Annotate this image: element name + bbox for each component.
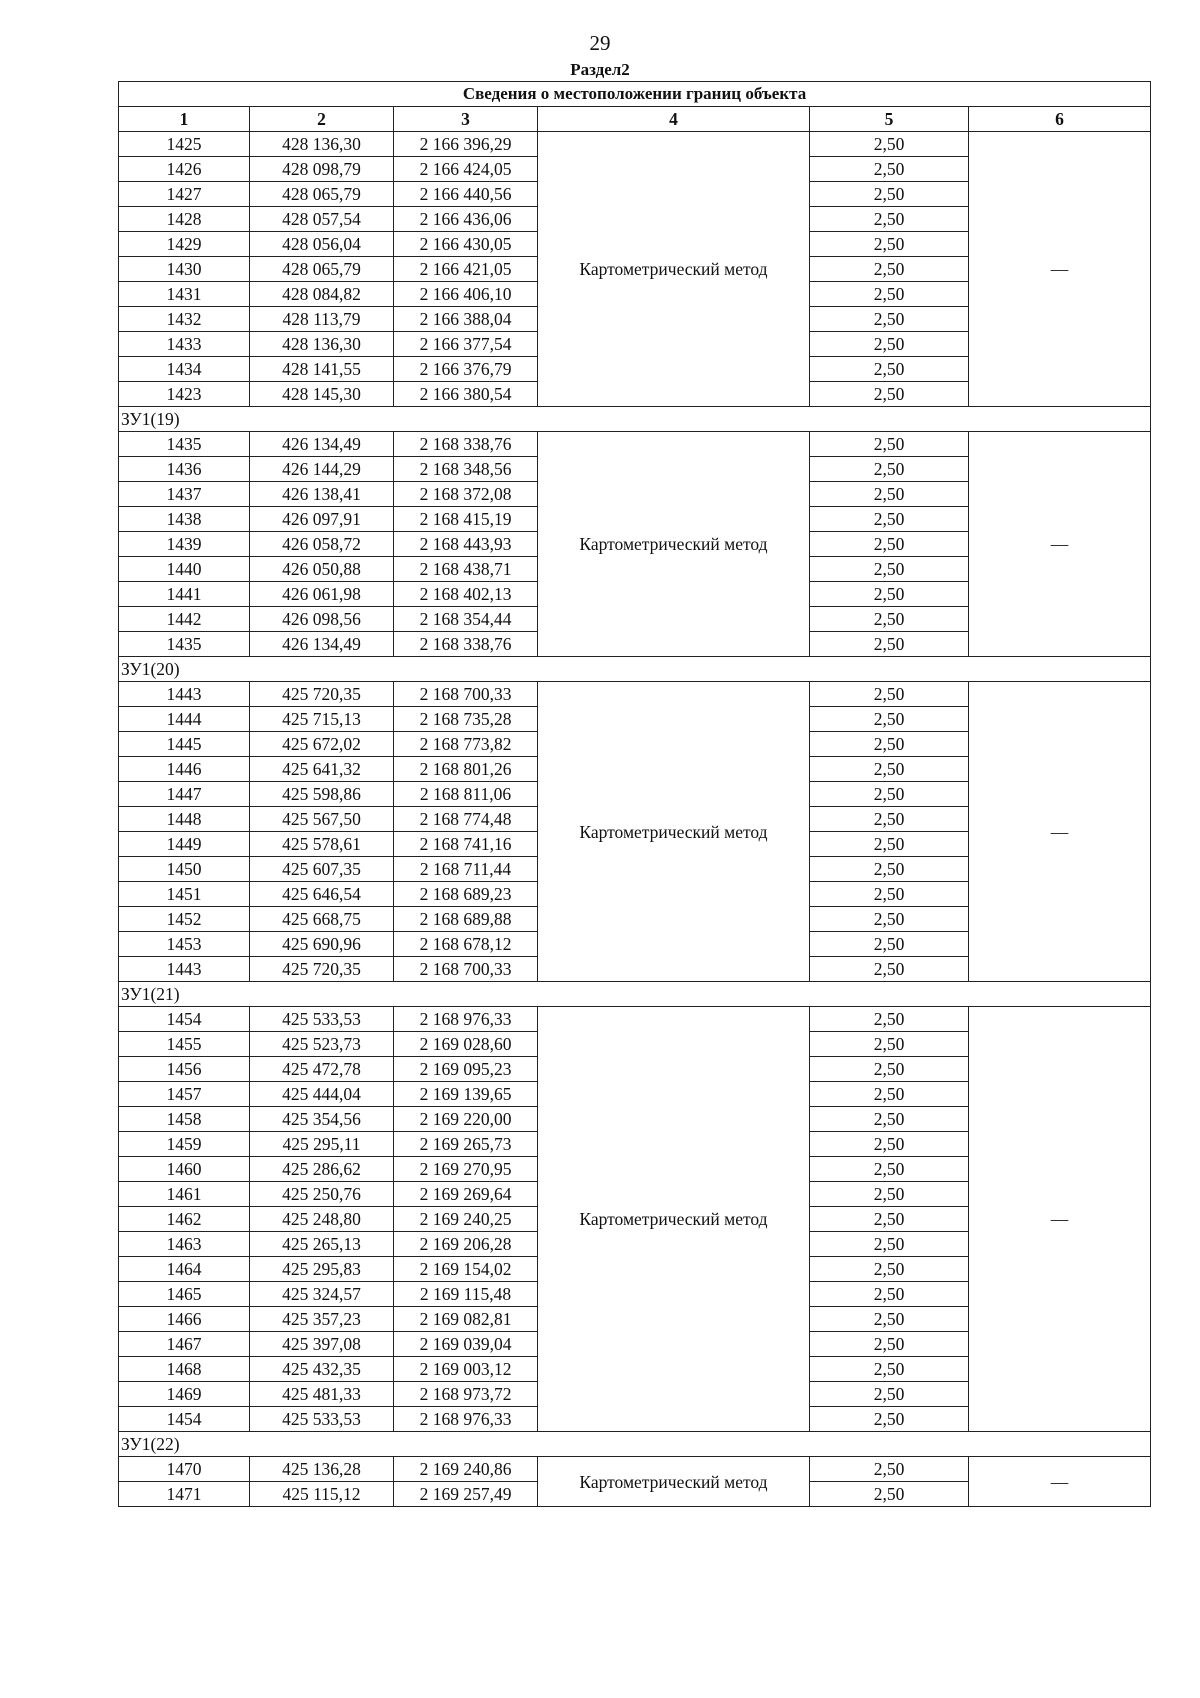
- point-number: 1465: [119, 1282, 250, 1307]
- accuracy-value: 2,50: [810, 782, 969, 807]
- point-number: 1447: [119, 782, 250, 807]
- coordinate-y: 2 168 348,56: [394, 457, 538, 482]
- coordinate-y: 2 168 700,33: [394, 682, 538, 707]
- coordinate-y: 2 169 270,95: [394, 1157, 538, 1182]
- point-number: 1458: [119, 1107, 250, 1132]
- coordinate-y: 2 169 028,60: [394, 1032, 538, 1057]
- coordinate-y: 2 168 338,76: [394, 432, 538, 457]
- coordinate-x: 425 720,35: [250, 957, 394, 982]
- table-title: Сведения о местоположении границ объекта: [119, 82, 1151, 107]
- accuracy-value: 2,50: [810, 282, 969, 307]
- coordinate-y: 2 166 380,54: [394, 382, 538, 407]
- coordinate-x: 426 098,56: [250, 607, 394, 632]
- point-number: 1460: [119, 1157, 250, 1182]
- coordinate-x: 426 097,91: [250, 507, 394, 532]
- group-label: ЗУ1(22): [119, 1432, 1151, 1457]
- coordinate-x: 426 050,88: [250, 557, 394, 582]
- section-title: Раздел2: [570, 60, 630, 79]
- coordinate-x: 425 641,32: [250, 757, 394, 782]
- point-number: 1442: [119, 607, 250, 632]
- point-number: 1427: [119, 182, 250, 207]
- point-number: 1441: [119, 582, 250, 607]
- coordinate-x: 428 084,82: [250, 282, 394, 307]
- point-number: 1466: [119, 1307, 250, 1332]
- coordinate-y: 2 168 773,82: [394, 732, 538, 757]
- point-number: 1454: [119, 1007, 250, 1032]
- point-number: 1438: [119, 507, 250, 532]
- coordinate-y: 2 169 206,28: [394, 1232, 538, 1257]
- accuracy-value: 2,50: [810, 1132, 969, 1157]
- point-number: 1459: [119, 1132, 250, 1157]
- point-number: 1467: [119, 1332, 250, 1357]
- coordinate-y: 2 166 424,05: [394, 157, 538, 182]
- column-header: 6: [969, 107, 1151, 132]
- coordinate-x: 428 141,55: [250, 357, 394, 382]
- column-header-row: [119, 107, 1151, 132]
- group-label: ЗУ1(21): [119, 982, 1151, 1007]
- coordinate-x: 425 598,86: [250, 782, 394, 807]
- coordinate-y: 2 169 220,00: [394, 1107, 538, 1132]
- point-number: 1425: [119, 132, 250, 157]
- accuracy-value: 2,50: [810, 182, 969, 207]
- accuracy-value: 2,50: [810, 1032, 969, 1057]
- accuracy-value: 2,50: [810, 1082, 969, 1107]
- boundary-coordinates-table: [118, 81, 1151, 1507]
- column-6-cell: —: [969, 432, 1151, 657]
- accuracy-value: 2,50: [810, 207, 969, 232]
- column-6-cell: —: [969, 132, 1151, 407]
- coordinate-x: 428 065,79: [250, 257, 394, 282]
- group-label-row: [119, 407, 1151, 432]
- coordinate-x: 428 136,30: [250, 332, 394, 357]
- coordinate-y: 2 168 689,88: [394, 907, 538, 932]
- accuracy-value: 2,50: [810, 757, 969, 782]
- coordinate-x: 425 668,75: [250, 907, 394, 932]
- accuracy-value: 2,50: [810, 1182, 969, 1207]
- coordinate-y: 2 168 741,16: [394, 832, 538, 857]
- accuracy-value: 2,50: [810, 732, 969, 757]
- coordinate-x: 425 286,62: [250, 1157, 394, 1182]
- coordinate-x: 428 113,79: [250, 307, 394, 332]
- coordinate-x: 425 354,56: [250, 1107, 394, 1132]
- coordinate-y: 2 168 402,13: [394, 582, 538, 607]
- method-cell: Картометрический метод: [538, 432, 810, 657]
- group-label-row: [119, 657, 1151, 682]
- point-number: 1446: [119, 757, 250, 782]
- coordinate-x: 425 672,02: [250, 732, 394, 757]
- point-number: 1437: [119, 482, 250, 507]
- point-number: 1470: [119, 1457, 250, 1482]
- accuracy-value: 2,50: [810, 882, 969, 907]
- coordinate-y: 2 169 240,25: [394, 1207, 538, 1232]
- column-header: 1: [119, 107, 250, 132]
- accuracy-value: 2,50: [810, 1232, 969, 1257]
- column-6-cell: —: [969, 682, 1151, 982]
- accuracy-value: 2,50: [810, 257, 969, 282]
- coordinate-x: 425 250,76: [250, 1182, 394, 1207]
- point-number: 1469: [119, 1382, 250, 1407]
- coordinate-y: 2 166 376,79: [394, 357, 538, 382]
- point-number: 1430: [119, 257, 250, 282]
- accuracy-value: 2,50: [810, 507, 969, 532]
- coordinate-x: 425 567,50: [250, 807, 394, 832]
- point-number: 1455: [119, 1032, 250, 1057]
- group-label-row: [119, 982, 1151, 1007]
- coordinate-y: 2 169 257,49: [394, 1482, 538, 1507]
- accuracy-value: 2,50: [810, 1332, 969, 1357]
- accuracy-value: 2,50: [810, 1407, 969, 1432]
- table-row: [119, 132, 1151, 157]
- coordinate-x: 425 578,61: [250, 832, 394, 857]
- accuracy-value: 2,50: [810, 232, 969, 257]
- accuracy-value: 2,50: [810, 1382, 969, 1407]
- point-number: 1435: [119, 432, 250, 457]
- group-label-row: [119, 1432, 1151, 1457]
- accuracy-value: 2,50: [810, 1307, 969, 1332]
- coordinate-y: 2 166 421,05: [394, 257, 538, 282]
- page-number: 29: [589, 31, 611, 55]
- accuracy-value: 2,50: [810, 332, 969, 357]
- coordinate-x: 425 523,73: [250, 1032, 394, 1057]
- coordinate-y: 2 169 269,64: [394, 1182, 538, 1207]
- method-cell: Картометрический метод: [538, 1007, 810, 1432]
- accuracy-value: 2,50: [810, 482, 969, 507]
- column-header: 2: [250, 107, 394, 132]
- accuracy-value: 2,50: [810, 607, 969, 632]
- group-label: ЗУ1(19): [119, 407, 1151, 432]
- method-cell: Картометрический метод: [538, 1457, 810, 1507]
- coordinate-x: 426 144,29: [250, 457, 394, 482]
- coordinate-x: 425 715,13: [250, 707, 394, 732]
- accuracy-value: 2,50: [810, 857, 969, 882]
- coordinate-x: 428 057,54: [250, 207, 394, 232]
- column-header: 5: [810, 107, 969, 132]
- table-title-row: [119, 82, 1151, 107]
- point-number: 1463: [119, 1232, 250, 1257]
- coordinate-x: 425 136,28: [250, 1457, 394, 1482]
- coordinate-x: 425 481,33: [250, 1382, 394, 1407]
- coordinate-x: 428 065,79: [250, 182, 394, 207]
- coordinate-y: 2 166 436,06: [394, 207, 538, 232]
- point-number: 1439: [119, 532, 250, 557]
- coordinate-x: 425 295,83: [250, 1257, 394, 1282]
- coordinate-y: 2 169 115,48: [394, 1282, 538, 1307]
- point-number: 1461: [119, 1182, 250, 1207]
- accuracy-value: 2,50: [810, 682, 969, 707]
- coordinate-y: 2 166 440,56: [394, 182, 538, 207]
- coordinate-x: 425 248,80: [250, 1207, 394, 1232]
- table-container: [118, 81, 1150, 1507]
- method-cell: Картометрический метод: [538, 682, 810, 982]
- point-number: 1448: [119, 807, 250, 832]
- point-number: 1454: [119, 1407, 250, 1432]
- coordinate-x: 425 115,12: [250, 1482, 394, 1507]
- accuracy-value: 2,50: [810, 707, 969, 732]
- coordinate-y: 2 169 039,04: [394, 1332, 538, 1357]
- coordinate-y: 2 169 265,73: [394, 1132, 538, 1157]
- coordinate-x: 426 138,41: [250, 482, 394, 507]
- coordinate-x: 426 061,98: [250, 582, 394, 607]
- coordinate-y: 2 168 973,72: [394, 1382, 538, 1407]
- coordinate-x: 428 145,30: [250, 382, 394, 407]
- coordinate-y: 2 169 003,12: [394, 1357, 538, 1382]
- accuracy-value: 2,50: [810, 457, 969, 482]
- coordinate-y: 2 168 689,23: [394, 882, 538, 907]
- coordinate-y: 2 168 811,06: [394, 782, 538, 807]
- point-number: 1451: [119, 882, 250, 907]
- point-number: 1462: [119, 1207, 250, 1232]
- coordinate-y: 2 168 976,33: [394, 1007, 538, 1032]
- coordinate-y: 2 166 388,04: [394, 307, 538, 332]
- point-number: 1453: [119, 932, 250, 957]
- accuracy-value: 2,50: [810, 832, 969, 857]
- coordinate-y: 2 168 774,48: [394, 807, 538, 832]
- column-6-cell: —: [969, 1007, 1151, 1432]
- coordinate-x: 425 646,54: [250, 882, 394, 907]
- point-number: 1468: [119, 1357, 250, 1382]
- coordinate-x: 425 444,04: [250, 1082, 394, 1107]
- coordinate-y: 2 168 700,33: [394, 957, 538, 982]
- coordinate-y: 2 166 377,54: [394, 332, 538, 357]
- accuracy-value: 2,50: [810, 957, 969, 982]
- table-row: [119, 682, 1151, 707]
- table-row: [119, 432, 1151, 457]
- point-number: 1434: [119, 357, 250, 382]
- coordinate-y: 2 168 338,76: [394, 632, 538, 657]
- accuracy-value: 2,50: [810, 357, 969, 382]
- point-number: 1429: [119, 232, 250, 257]
- accuracy-value: 2,50: [810, 1357, 969, 1382]
- coordinate-x: 425 295,11: [250, 1132, 394, 1157]
- point-number: 1450: [119, 857, 250, 882]
- coordinate-y: 2 168 354,44: [394, 607, 538, 632]
- point-number: 1443: [119, 957, 250, 982]
- coordinate-x: 428 098,79: [250, 157, 394, 182]
- column-6-cell: —: [969, 1457, 1151, 1507]
- coordinate-x: 425 533,53: [250, 1007, 394, 1032]
- accuracy-value: 2,50: [810, 582, 969, 607]
- coordinate-y: 2 169 154,02: [394, 1257, 538, 1282]
- coordinate-y: 2 169 082,81: [394, 1307, 538, 1332]
- coordinate-x: 425 690,96: [250, 932, 394, 957]
- point-number: 1457: [119, 1082, 250, 1107]
- coordinate-x: 425 397,08: [250, 1332, 394, 1357]
- accuracy-value: 2,50: [810, 432, 969, 457]
- point-number: 1433: [119, 332, 250, 357]
- group-label: ЗУ1(20): [119, 657, 1151, 682]
- coordinate-x: 425 720,35: [250, 682, 394, 707]
- coordinate-y: 2 166 406,10: [394, 282, 538, 307]
- point-number: 1452: [119, 907, 250, 932]
- coordinate-x: 428 136,30: [250, 132, 394, 157]
- coordinate-x: 425 324,57: [250, 1282, 394, 1307]
- accuracy-value: 2,50: [810, 1457, 969, 1482]
- accuracy-value: 2,50: [810, 1207, 969, 1232]
- accuracy-value: 2,50: [810, 1107, 969, 1132]
- coordinate-x: 426 058,72: [250, 532, 394, 557]
- method-cell: Картометрический метод: [538, 132, 810, 407]
- accuracy-value: 2,50: [810, 382, 969, 407]
- accuracy-value: 2,50: [810, 1157, 969, 1182]
- point-number: 1436: [119, 457, 250, 482]
- point-number: 1423: [119, 382, 250, 407]
- point-number: 1432: [119, 307, 250, 332]
- point-number: 1440: [119, 557, 250, 582]
- coordinate-x: 425 265,13: [250, 1232, 394, 1257]
- coordinate-y: 2 166 396,29: [394, 132, 538, 157]
- accuracy-value: 2,50: [810, 132, 969, 157]
- accuracy-value: 2,50: [810, 1482, 969, 1507]
- point-number: 1471: [119, 1482, 250, 1507]
- table-row: [119, 1457, 1151, 1482]
- point-number: 1456: [119, 1057, 250, 1082]
- coordinate-x: 425 533,53: [250, 1407, 394, 1432]
- point-number: 1444: [119, 707, 250, 732]
- accuracy-value: 2,50: [810, 1007, 969, 1032]
- point-number: 1443: [119, 682, 250, 707]
- point-number: 1435: [119, 632, 250, 657]
- accuracy-value: 2,50: [810, 557, 969, 582]
- point-number: 1445: [119, 732, 250, 757]
- coordinate-x: 426 134,49: [250, 632, 394, 657]
- point-number: 1426: [119, 157, 250, 182]
- coordinate-x: 425 432,35: [250, 1357, 394, 1382]
- coordinate-y: 2 168 801,26: [394, 757, 538, 782]
- accuracy-value: 2,50: [810, 307, 969, 332]
- accuracy-value: 2,50: [810, 932, 969, 957]
- coordinate-y: 2 168 735,28: [394, 707, 538, 732]
- coordinate-y: 2 168 438,71: [394, 557, 538, 582]
- coordinate-x: 425 357,23: [250, 1307, 394, 1332]
- table-row: [119, 1007, 1151, 1032]
- coordinate-y: 2 169 139,65: [394, 1082, 538, 1107]
- coordinate-y: 2 168 976,33: [394, 1407, 538, 1432]
- accuracy-value: 2,50: [810, 532, 969, 557]
- accuracy-value: 2,50: [810, 157, 969, 182]
- accuracy-value: 2,50: [810, 1257, 969, 1282]
- coordinate-y: 2 168 443,93: [394, 532, 538, 557]
- coordinate-y: 2 169 240,86: [394, 1457, 538, 1482]
- coordinate-y: 2 166 430,05: [394, 232, 538, 257]
- column-header: 3: [394, 107, 538, 132]
- column-header: 4: [538, 107, 810, 132]
- coordinate-y: 2 168 415,19: [394, 507, 538, 532]
- coordinate-x: 425 607,35: [250, 857, 394, 882]
- point-number: 1449: [119, 832, 250, 857]
- point-number: 1428: [119, 207, 250, 232]
- accuracy-value: 2,50: [810, 1282, 969, 1307]
- coordinate-y: 2 169 095,23: [394, 1057, 538, 1082]
- accuracy-value: 2,50: [810, 907, 969, 932]
- coordinate-y: 2 168 711,44: [394, 857, 538, 882]
- coordinate-x: 428 056,04: [250, 232, 394, 257]
- coordinate-y: 2 168 678,12: [394, 932, 538, 957]
- accuracy-value: 2,50: [810, 632, 969, 657]
- accuracy-value: 2,50: [810, 807, 969, 832]
- coordinate-x: 426 134,49: [250, 432, 394, 457]
- coordinate-y: 2 168 372,08: [394, 482, 538, 507]
- coordinate-x: 425 472,78: [250, 1057, 394, 1082]
- point-number: 1464: [119, 1257, 250, 1282]
- point-number: 1431: [119, 282, 250, 307]
- accuracy-value: 2,50: [810, 1057, 969, 1082]
